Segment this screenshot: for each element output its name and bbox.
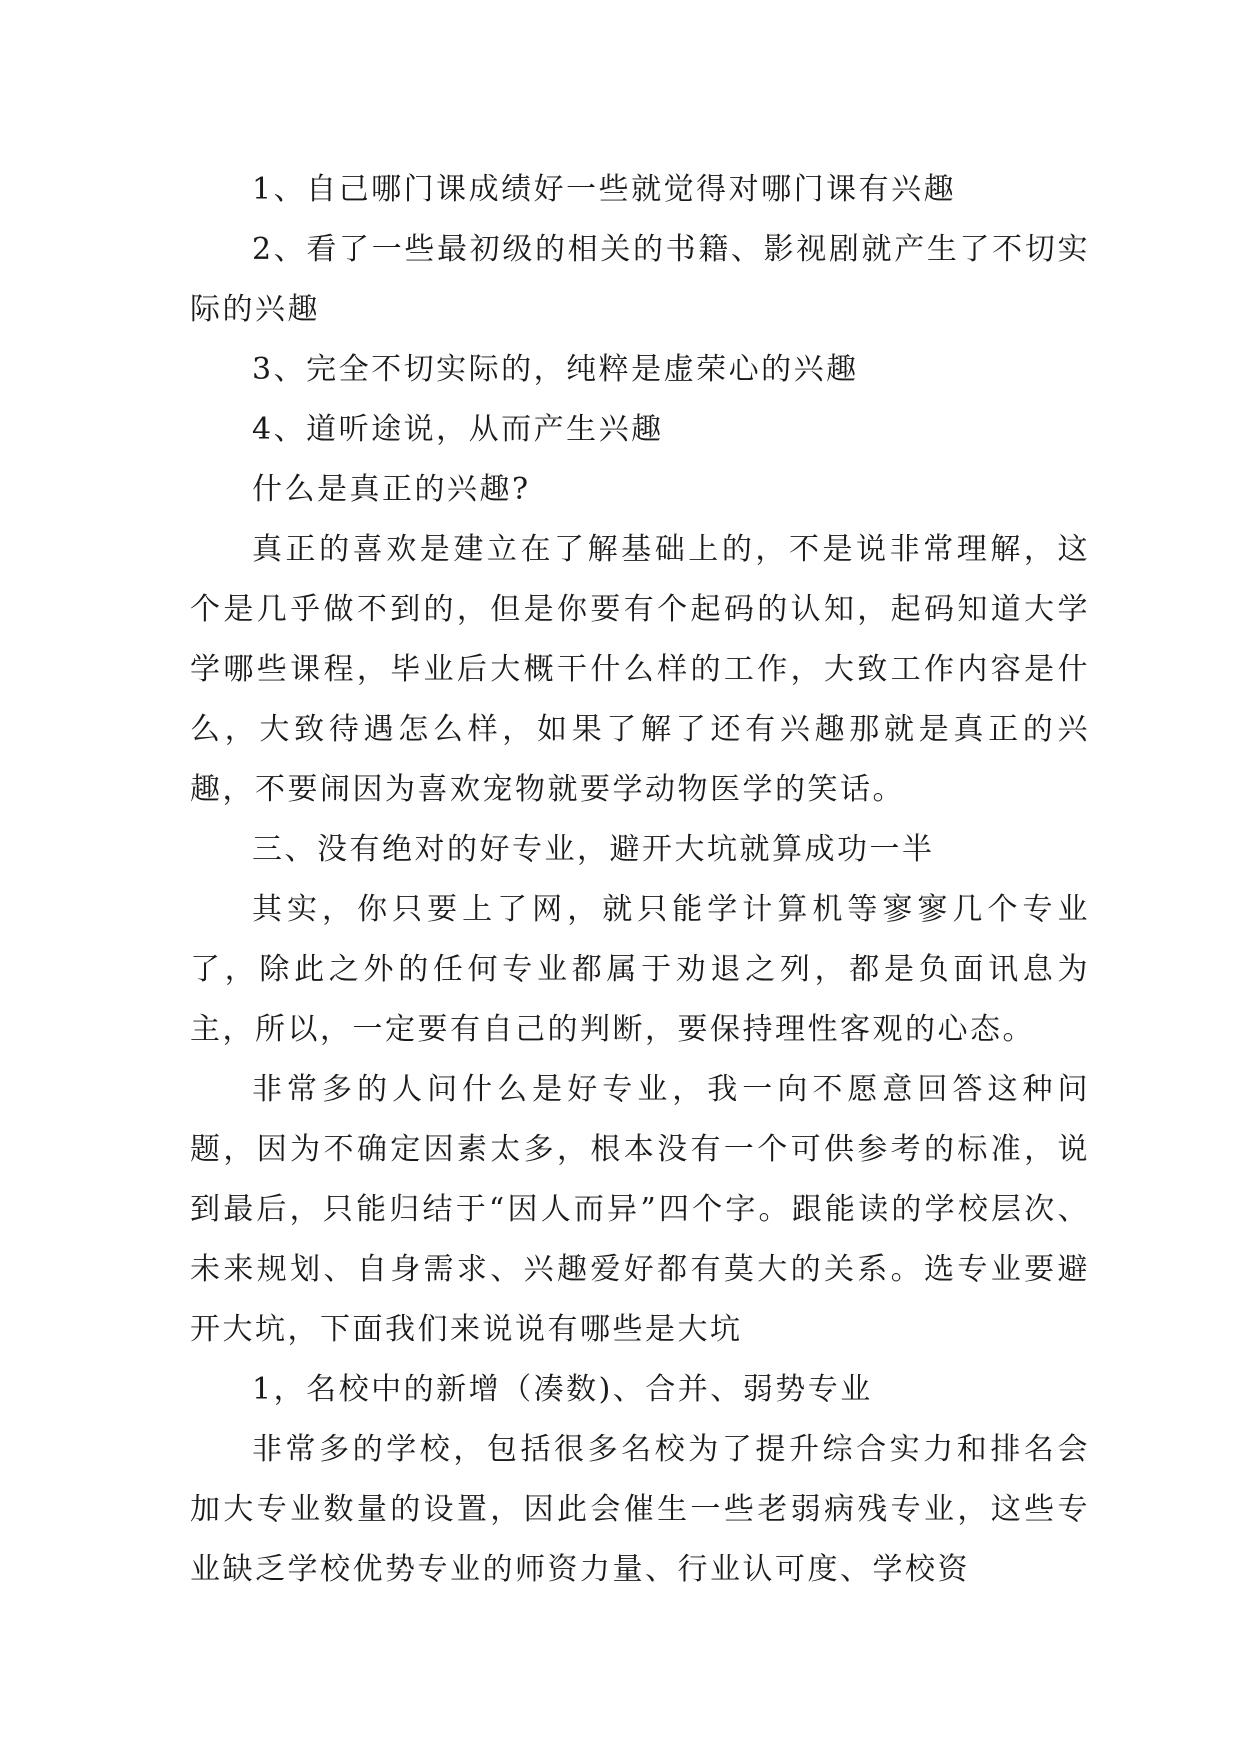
paragraph-1: 1、自己哪门课成绩好一些就觉得对哪门课有兴趣: [252, 172, 957, 207]
paragraph-internet: 其实，你只要上了网，就只能学计算机等寥寥几个专业了，除此之外的任何专业都属于劝退之列，都是负面讯息为主，所以，一定要有自己的判断，要保持理性客观的心态。: [190, 892, 1090, 1047]
subheading-1: 1，名校中的新增（凑数)、合并、弱势专业: [252, 1372, 873, 1407]
paragraph-2: 2、看了一些最初级的相关的书籍、影视剧就产生了不切实际的兴趣: [190, 232, 1090, 327]
paragraph-schools: 非常多的学校，包括很多名校为了提升综合实力和排名会加大专业数量的设置，因此会催生一些老弱病残专业，这些专业缺乏学校优势专业的师资力量、行业认可度、学校资: [190, 1432, 1090, 1587]
section-heading-3: 三、没有绝对的好专业，避开大坑就算成功一半: [252, 832, 935, 867]
paragraph-4: 4、道听途说，从而产生兴趣: [252, 412, 664, 447]
question-heading: 什么是真正的兴趣?: [252, 472, 531, 507]
body-text: [190, 160, 1090, 1600]
paragraph-true-interest: 真正的喜欢是建立在了解基础上的，不是说非常理解，这个是几乎做不到的，但是你要有个起码的认知，起码知道大学学哪些课程，毕业后大概干什么样的工作，大致工作内容是什么，大致待遇怎么样，如果了解了还有兴趣那就是真正的兴趣，不要闹因为喜欢宠物就要学动物医学的笑话。: [190, 532, 1090, 807]
paragraph-3: 3、完全不切实际的，纯粹是虚荣心的兴趣: [252, 352, 859, 387]
paragraph-good-major: 非常多的人问什么是好专业，我一向不愿意回答这种问题，因为不确定因素太多，根本没有一个可供参考的标准，说到最后，只能归结于“因人而异”四个字。跟能读的学校层次、未来规划、自身需求、兴趣爱好都有莫大的关系。选专业要避开大坑，下面我们来说说有哪些是大坑: [190, 1072, 1090, 1347]
